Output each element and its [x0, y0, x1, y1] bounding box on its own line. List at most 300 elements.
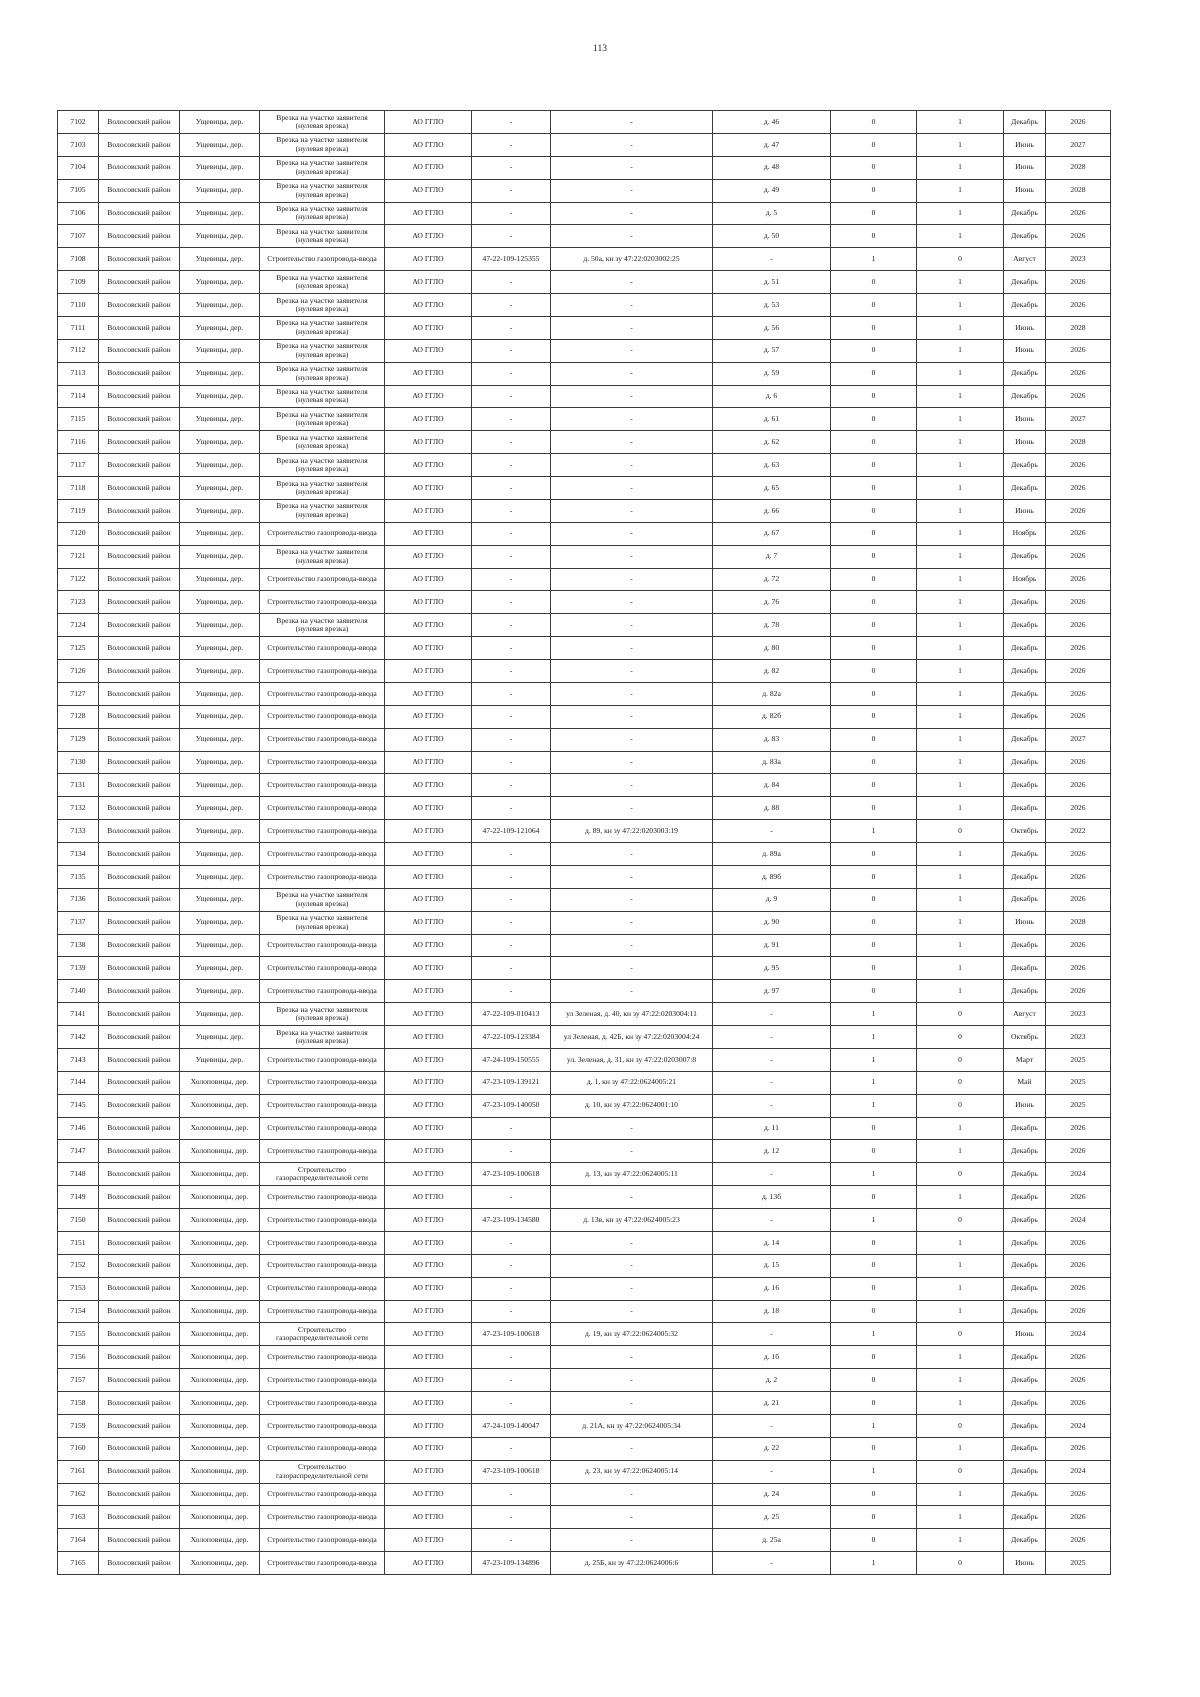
cell-year: 2024	[1046, 1209, 1111, 1232]
cell-district: Волосовский район	[99, 797, 180, 820]
cell-work-type: Строительство газопровода-ввода	[260, 248, 385, 271]
cell-row-number: 7126	[58, 660, 99, 683]
cell-count-b: 1	[917, 1300, 1004, 1323]
cell-application-number: -	[472, 957, 551, 980]
cell-count-b: 0	[917, 1071, 1004, 1094]
cell-application-number: -	[472, 133, 551, 156]
cell-month: Июнь	[1004, 1552, 1046, 1575]
cell-count-a: 0	[831, 545, 917, 568]
cell-count-a: 0	[831, 1300, 917, 1323]
cell-month: Май	[1004, 1071, 1046, 1094]
table-row	[58, 682, 1111, 705]
cell-settlement: Холоповицы, дер.	[180, 1529, 260, 1552]
cell-organization: АО ГГЛО	[385, 1392, 472, 1415]
cell-month: Декабрь	[1004, 1346, 1046, 1369]
cell-district: Волосовский район	[99, 111, 180, 134]
cell-cadastral-address: -	[551, 545, 713, 568]
cell-organization: АО ГГЛО	[385, 820, 472, 843]
cell-count-b: 1	[917, 522, 1004, 545]
cell-count-a: 0	[831, 705, 917, 728]
cell-count-a: 1	[831, 1026, 917, 1049]
cell-row-number: 7142	[58, 1026, 99, 1049]
cell-district: Волосовский район	[99, 1254, 180, 1277]
cell-work-type: Строительство газопровода-ввода	[260, 1048, 385, 1071]
cell-house-number: д. 57	[713, 339, 831, 362]
cell-settlement: Ущевицы, дер.	[180, 179, 260, 202]
cell-row-number: 7109	[58, 271, 99, 294]
cell-district: Волосовский район	[99, 1300, 180, 1323]
cell-row-number: 7133	[58, 820, 99, 843]
cell-count-b: 1	[917, 385, 1004, 408]
cell-month: Декабрь	[1004, 705, 1046, 728]
table-row	[58, 1231, 1111, 1254]
cell-row-number: 7163	[58, 1506, 99, 1529]
cell-house-number: д. 72	[713, 568, 831, 591]
cell-month: Ноябрь	[1004, 522, 1046, 545]
cell-work-type: Врезка на участке заявителя (нулевая врезка)	[260, 202, 385, 225]
cell-row-number: 7107	[58, 225, 99, 248]
cell-cadastral-address: -	[551, 408, 713, 431]
cell-district: Волосовский район	[99, 225, 180, 248]
cell-count-a: 0	[831, 431, 917, 454]
cell-work-type: Строительство газопровода-ввода	[260, 591, 385, 614]
cell-work-type: Врезка на участке заявителя (нулевая врезка)	[260, 408, 385, 431]
cell-cadastral-address: -	[551, 591, 713, 614]
cell-organization: АО ГГЛО	[385, 1414, 472, 1437]
cell-month: Июнь	[1004, 1094, 1046, 1117]
cell-year: 2026	[1046, 957, 1111, 980]
cell-cadastral-address: ул. Зеленая, д. 31, кн зу 47:22:0203007:8	[551, 1048, 713, 1071]
cell-house-number: д. 49	[713, 179, 831, 202]
cell-month: Декабрь	[1004, 1140, 1046, 1163]
cell-row-number: 7143	[58, 1048, 99, 1071]
cell-cadastral-address: ул Зеленая, д. 42Б, кн зу 47:22:0203004:24	[551, 1026, 713, 1049]
cell-count-a: 0	[831, 911, 917, 934]
cell-count-a: 0	[831, 1117, 917, 1140]
cell-district: Волосовский район	[99, 1552, 180, 1575]
cell-cadastral-address: д. 1, кн зу 47:22:0624005:21	[551, 1071, 713, 1094]
cell-district: Волосовский район	[99, 774, 180, 797]
cell-cadastral-address: -	[551, 911, 713, 934]
cell-application-number: -	[472, 1117, 551, 1140]
cell-work-type: Строительство газопровода-ввода	[260, 1300, 385, 1323]
table-row	[58, 865, 1111, 888]
cell-application-number: -	[472, 1346, 551, 1369]
cell-year: 2024	[1046, 1414, 1111, 1437]
cell-work-type: Врезка на участке заявителя (нулевая врезка)	[260, 477, 385, 500]
cell-application-number: 47-23-109-100618	[472, 1323, 551, 1346]
cell-month: Март	[1004, 1048, 1046, 1071]
cell-house-number: -	[713, 1552, 831, 1575]
cell-count-b: 0	[917, 1003, 1004, 1026]
cell-month: Октябрь	[1004, 820, 1046, 843]
cell-month: Декабрь	[1004, 1414, 1046, 1437]
cell-year: 2026	[1046, 1346, 1111, 1369]
cell-house-number: -	[713, 1414, 831, 1437]
cell-cadastral-address: -	[551, 133, 713, 156]
cell-work-type: Врезка на участке заявителя (нулевая врезка)	[260, 316, 385, 339]
cell-count-a: 0	[831, 1231, 917, 1254]
cell-count-b: 1	[917, 271, 1004, 294]
table-row	[58, 888, 1111, 911]
cell-district: Волосовский район	[99, 522, 180, 545]
cell-row-number: 7136	[58, 888, 99, 911]
cell-row-number: 7115	[58, 408, 99, 431]
table-row	[58, 637, 1111, 660]
cell-month: Декабрь	[1004, 774, 1046, 797]
cell-work-type: Врезка на участке заявителя (нулевая врезка)	[260, 294, 385, 317]
cell-application-number: 47-23-109-134896	[472, 1552, 551, 1575]
cell-cadastral-address: -	[551, 294, 713, 317]
cell-count-b: 1	[917, 156, 1004, 179]
cell-month: Август	[1004, 248, 1046, 271]
cell-count-b: 1	[917, 431, 1004, 454]
cell-count-a: 0	[831, 202, 917, 225]
cell-application-number: 47-22-109-010413	[472, 1003, 551, 1026]
cell-count-b: 1	[917, 1437, 1004, 1460]
cell-house-number: д. 83а	[713, 751, 831, 774]
cell-house-number: д. 21	[713, 1392, 831, 1415]
cell-work-type: Строительство газопровода-ввода	[260, 682, 385, 705]
cell-organization: АО ГГЛО	[385, 133, 472, 156]
cell-month: Декабрь	[1004, 591, 1046, 614]
cell-row-number: 7141	[58, 1003, 99, 1026]
cell-work-type: Врезка на участке заявителя (нулевая врезка)	[260, 454, 385, 477]
cell-organization: АО ГГЛО	[385, 568, 472, 591]
cell-count-b: 1	[917, 751, 1004, 774]
cell-house-number: -	[713, 1460, 831, 1483]
cell-row-number: 7117	[58, 454, 99, 477]
table-row	[58, 1026, 1111, 1049]
cell-year: 2026	[1046, 271, 1111, 294]
table-row	[58, 522, 1111, 545]
cell-month: Июнь	[1004, 179, 1046, 202]
cell-year: 2026	[1046, 477, 1111, 500]
cell-year: 2026	[1046, 1254, 1111, 1277]
table-row	[58, 980, 1111, 1003]
table-row	[58, 385, 1111, 408]
cell-organization: АО ГГЛО	[385, 545, 472, 568]
cell-application-number: -	[472, 294, 551, 317]
table-row	[58, 660, 1111, 683]
cell-district: Волосовский район	[99, 660, 180, 683]
cell-cadastral-address: д. 19, кн зу 47:22:0624005:32	[551, 1323, 713, 1346]
cell-work-type: Строительство газопровода-ввода	[260, 957, 385, 980]
table-row	[58, 545, 1111, 568]
cell-year: 2026	[1046, 362, 1111, 385]
cell-count-a: 0	[831, 225, 917, 248]
cell-count-b: 1	[917, 1506, 1004, 1529]
cell-row-number: 7153	[58, 1277, 99, 1300]
table-row	[58, 225, 1111, 248]
cell-district: Волосовский район	[99, 271, 180, 294]
cell-row-number: 7114	[58, 385, 99, 408]
cell-application-number: 47-23-109-139121	[472, 1071, 551, 1094]
cell-district: Волосовский район	[99, 1506, 180, 1529]
cell-application-number: -	[472, 911, 551, 934]
cell-settlement: Ущевицы, дер.	[180, 431, 260, 454]
cell-count-b: 1	[917, 682, 1004, 705]
cell-row-number: 7154	[58, 1300, 99, 1323]
cell-month: Декабрь	[1004, 1483, 1046, 1506]
cell-house-number: д. 24	[713, 1483, 831, 1506]
cell-organization: АО ГГЛО	[385, 179, 472, 202]
cell-house-number: д. 6	[713, 385, 831, 408]
cell-organization: АО ГГЛО	[385, 774, 472, 797]
cell-count-a: 0	[831, 957, 917, 980]
cell-count-a: 0	[831, 1483, 917, 1506]
cell-count-a: 0	[831, 865, 917, 888]
cell-district: Волосовский район	[99, 751, 180, 774]
cell-application-number: -	[472, 385, 551, 408]
cell-work-type: Строительство газопровода-ввода	[260, 865, 385, 888]
cell-application-number: -	[472, 477, 551, 500]
cell-house-number: -	[713, 248, 831, 271]
cell-district: Волосовский район	[99, 934, 180, 957]
cell-row-number: 7105	[58, 179, 99, 202]
cell-row-number: 7157	[58, 1369, 99, 1392]
cell-cadastral-address: -	[551, 316, 713, 339]
cell-work-type: Врезка на участке заявителя (нулевая врезка)	[260, 362, 385, 385]
cell-organization: АО ГГЛО	[385, 637, 472, 660]
cell-house-number: д. 67	[713, 522, 831, 545]
cell-year: 2026	[1046, 682, 1111, 705]
cell-house-number: д. 63	[713, 454, 831, 477]
table-row	[58, 271, 1111, 294]
cell-count-a: 0	[831, 408, 917, 431]
cell-organization: АО ГГЛО	[385, 1003, 472, 1026]
cell-application-number: -	[472, 111, 551, 134]
cell-year: 2026	[1046, 591, 1111, 614]
cell-cadastral-address: -	[551, 385, 713, 408]
cell-district: Волосовский район	[99, 888, 180, 911]
cell-month: Декабрь	[1004, 614, 1046, 637]
cell-district: Волосовский район	[99, 248, 180, 271]
cell-work-type: Строительство газораспределительной сети	[260, 1163, 385, 1186]
cell-count-a: 0	[831, 362, 917, 385]
table-row	[58, 1117, 1111, 1140]
cell-settlement: Ущевицы, дер.	[180, 339, 260, 362]
cell-count-a: 0	[831, 1140, 917, 1163]
cell-organization: АО ГГЛО	[385, 957, 472, 980]
cell-settlement: Холоповицы, дер.	[180, 1323, 260, 1346]
cell-year: 2025	[1046, 1552, 1111, 1575]
cell-month: Декабрь	[1004, 797, 1046, 820]
cell-row-number: 7128	[58, 705, 99, 728]
cell-settlement: Холоповицы, дер.	[180, 1140, 260, 1163]
cell-work-type: Строительство газопровода-ввода	[260, 660, 385, 683]
cell-cadastral-address: -	[551, 1506, 713, 1529]
table-row	[58, 751, 1111, 774]
cell-cadastral-address: -	[551, 637, 713, 660]
cell-count-a: 0	[831, 934, 917, 957]
table-row	[58, 248, 1111, 271]
cell-settlement: Ущевицы, дер.	[180, 682, 260, 705]
cell-row-number: 7132	[58, 797, 99, 820]
cell-house-number: д. 56	[713, 316, 831, 339]
cell-settlement: Ущевицы, дер.	[180, 362, 260, 385]
cell-settlement: Холоповицы, дер.	[180, 1392, 260, 1415]
cell-district: Волосовский район	[99, 385, 180, 408]
cell-house-number: д. 16	[713, 1277, 831, 1300]
cell-month: Декабрь	[1004, 728, 1046, 751]
cell-month: Декабрь	[1004, 934, 1046, 957]
cell-count-b: 1	[917, 568, 1004, 591]
cell-count-a: 0	[831, 1277, 917, 1300]
cell-year: 2026	[1046, 294, 1111, 317]
cell-year: 2023	[1046, 248, 1111, 271]
cell-count-b: 1	[917, 499, 1004, 522]
cell-count-a: 1	[831, 1163, 917, 1186]
cell-settlement: Холоповицы, дер.	[180, 1277, 260, 1300]
cell-month: Июнь	[1004, 1323, 1046, 1346]
cell-count-a: 0	[831, 568, 917, 591]
cell-district: Волосовский район	[99, 820, 180, 843]
cell-month: Декабрь	[1004, 385, 1046, 408]
cell-row-number: 7155	[58, 1323, 99, 1346]
cell-district: Волосовский район	[99, 1186, 180, 1209]
cell-application-number: -	[472, 614, 551, 637]
cell-row-number: 7120	[58, 522, 99, 545]
cell-house-number: д. 22	[713, 1437, 831, 1460]
cell-count-b: 1	[917, 1231, 1004, 1254]
cell-count-b: 1	[917, 362, 1004, 385]
cell-cadastral-address: -	[551, 1346, 713, 1369]
cell-count-a: 0	[831, 156, 917, 179]
cell-month: Декабрь	[1004, 477, 1046, 500]
cell-organization: АО ГГЛО	[385, 111, 472, 134]
cell-cadastral-address: д. 10, кн зу 47:22:0624001:10	[551, 1094, 713, 1117]
cell-count-a: 0	[831, 774, 917, 797]
cell-row-number: 7116	[58, 431, 99, 454]
cell-application-number: -	[472, 179, 551, 202]
cell-settlement: Ущевицы, дер.	[180, 705, 260, 728]
cell-cadastral-address: -	[551, 1277, 713, 1300]
cell-work-type: Строительство газопровода-ввода	[260, 1117, 385, 1140]
cell-application-number: 47-24-109-140047	[472, 1414, 551, 1437]
cell-month: Июнь	[1004, 431, 1046, 454]
cell-month: Декабрь	[1004, 1186, 1046, 1209]
table-row	[58, 568, 1111, 591]
cell-application-number: -	[472, 271, 551, 294]
cell-application-number: -	[472, 705, 551, 728]
table-row	[58, 179, 1111, 202]
cell-work-type: Врезка на участке заявителя (нулевая врезка)	[260, 385, 385, 408]
cell-year: 2026	[1046, 1437, 1111, 1460]
cell-row-number: 7150	[58, 1209, 99, 1232]
cell-row-number: 7122	[58, 568, 99, 591]
cell-cadastral-address: -	[551, 843, 713, 866]
cell-work-type: Строительство газопровода-ввода	[260, 1071, 385, 1094]
cell-month: Декабрь	[1004, 1254, 1046, 1277]
cell-house-number: д. 91	[713, 934, 831, 957]
cell-cadastral-address: -	[551, 1392, 713, 1415]
cell-settlement: Ущевицы, дер.	[180, 133, 260, 156]
cell-month: Август	[1004, 1003, 1046, 1026]
cell-cadastral-address: -	[551, 980, 713, 1003]
cell-month: Июнь	[1004, 156, 1046, 179]
table-row	[58, 202, 1111, 225]
cell-cadastral-address: -	[551, 1369, 713, 1392]
cell-application-number: 47-23-109-134580	[472, 1209, 551, 1232]
cell-year: 2026	[1046, 637, 1111, 660]
cell-row-number: 7112	[58, 339, 99, 362]
cell-district: Волосовский район	[99, 1140, 180, 1163]
cell-application-number: -	[472, 751, 551, 774]
cell-settlement: Ущевицы, дер.	[180, 637, 260, 660]
cell-count-a: 0	[831, 637, 917, 660]
cell-year: 2026	[1046, 1231, 1111, 1254]
cell-house-number: д. 80	[713, 637, 831, 660]
cell-settlement: Холоповицы, дер.	[180, 1186, 260, 1209]
cell-year: 2026	[1046, 888, 1111, 911]
cell-row-number: 7102	[58, 111, 99, 134]
cell-house-number: д. 89а	[713, 843, 831, 866]
page-number: 113	[593, 44, 607, 54]
cell-settlement: Ущевицы, дер.	[180, 660, 260, 683]
cell-settlement: Холоповицы, дер.	[180, 1300, 260, 1323]
cell-count-b: 1	[917, 660, 1004, 683]
table-row	[58, 1048, 1111, 1071]
table-row	[58, 843, 1111, 866]
cell-work-type: Строительство газопровода-ввода	[260, 1346, 385, 1369]
cell-year: 2028	[1046, 316, 1111, 339]
cell-month: Декабрь	[1004, 294, 1046, 317]
cell-district: Волосовский район	[99, 362, 180, 385]
cell-count-b: 0	[917, 1094, 1004, 1117]
cell-count-a: 0	[831, 751, 917, 774]
cell-year: 2026	[1046, 202, 1111, 225]
table-row	[58, 1506, 1111, 1529]
cell-settlement: Ущевицы, дер.	[180, 408, 260, 431]
cell-district: Волосовский район	[99, 682, 180, 705]
cell-cadastral-address: -	[551, 499, 713, 522]
table-row	[58, 820, 1111, 843]
cell-count-b: 0	[917, 1209, 1004, 1232]
cell-organization: АО ГГЛО	[385, 1483, 472, 1506]
cell-work-type: Строительство газопровода-ввода	[260, 1369, 385, 1392]
cell-count-b: 1	[917, 637, 1004, 660]
cell-house-number: д. 5	[713, 202, 831, 225]
cell-row-number: 7131	[58, 774, 99, 797]
cell-district: Волосовский район	[99, 568, 180, 591]
cell-district: Волосовский район	[99, 957, 180, 980]
cell-organization: АО ГГЛО	[385, 385, 472, 408]
cell-year: 2027	[1046, 728, 1111, 751]
cell-year: 2026	[1046, 980, 1111, 1003]
cell-work-type: Строительство газопровода-ввода	[260, 1483, 385, 1506]
table-row	[58, 1460, 1111, 1483]
cell-count-a: 0	[831, 499, 917, 522]
table-row	[58, 362, 1111, 385]
cell-application-number: -	[472, 431, 551, 454]
cell-cadastral-address: -	[551, 1437, 713, 1460]
cell-row-number: 7113	[58, 362, 99, 385]
cell-cadastral-address: -	[551, 1254, 713, 1277]
cell-count-b: 1	[917, 545, 1004, 568]
cell-settlement: Холоповицы, дер.	[180, 1231, 260, 1254]
cell-year: 2026	[1046, 568, 1111, 591]
cell-month: Декабрь	[1004, 682, 1046, 705]
cell-district: Волосовский район	[99, 294, 180, 317]
cell-work-type: Врезка на участке заявителя (нулевая врезка)	[260, 911, 385, 934]
cell-row-number: 7124	[58, 614, 99, 637]
cell-house-number: -	[713, 820, 831, 843]
cell-organization: АО ГГЛО	[385, 797, 472, 820]
cell-month: Декабрь	[1004, 980, 1046, 1003]
cell-count-a: 1	[831, 1209, 917, 1232]
cell-district: Волосовский район	[99, 499, 180, 522]
